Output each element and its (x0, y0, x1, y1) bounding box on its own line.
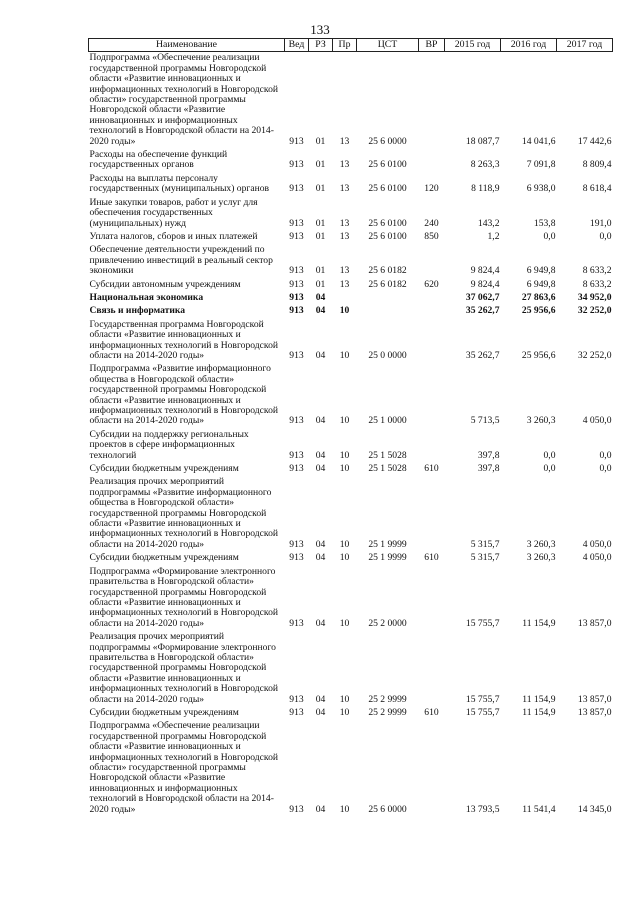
cell-ved: 913 (289, 265, 304, 277)
cell-name: Реализация прочих мероприятий подпрограммы «Развитие информационного общества в Новгородской области» государственной программы Новгородской области «Развитие инновационных и информационных технологий в Новгородской области на 2014-2020 годы» (89, 476, 279, 550)
table-body (89, 52, 613, 817)
cell-vr (419, 476, 445, 552)
cell-y2016: 3 260,3 (526, 538, 556, 550)
table-row (89, 552, 613, 565)
table-row (89, 476, 613, 552)
cell-name: Уплата налогов, сборов и иных платежей (89, 230, 258, 242)
cell-y2015: 143,2 (477, 217, 500, 229)
cell-y2015: 1,2 (487, 230, 500, 242)
cell-pr: 10 (339, 803, 350, 815)
cell-name: Субсидии на поддержку региональных проектов в сфере информационных технологий (89, 428, 249, 461)
cell-rz: 04 (315, 463, 326, 475)
cell-y2017: 13 857,0 (577, 693, 612, 705)
cell-y2017: 8 809,4 (582, 159, 612, 171)
cell-cst: 25 1 9999 (368, 538, 407, 550)
cell-y2017: 191,0 (589, 217, 612, 229)
cell-ved: 913 (289, 803, 304, 815)
cell-y2015: 5 713,5 (470, 415, 500, 427)
cell-ved: 913 (289, 230, 304, 242)
cell-ved: 913 (289, 159, 304, 171)
cell-y2017: 8 633,2 (582, 265, 612, 277)
cell-name: Субсидии бюджетным учреждениям (89, 706, 239, 718)
cell-y2017: 0,0 (599, 449, 612, 461)
cell-ved: 913 (289, 291, 304, 303)
cell-y2017: 0,0 (599, 230, 612, 242)
cell-ved: 913 (289, 538, 304, 550)
cell-cst: 25 1 5028 (368, 463, 407, 475)
cell-vr (419, 52, 445, 149)
cell-name: Субсидии бюджетным учреждениям (89, 552, 239, 564)
cell-y2016: 11 154,9 (522, 706, 556, 718)
cell-ved: 913 (289, 415, 304, 427)
cell-pr: 10 (339, 463, 350, 475)
cell-pr: 10 (339, 706, 350, 718)
cell-cst: 25 1 0000 (368, 415, 407, 427)
cell-cst: 25 2 9999 (368, 706, 407, 718)
cell-name: Подпрограмма «Обеспечение реализации государственной программы Новгородской области «Развитие инновационных и информационных технологий в Новгородской области» государственной программы Новгородской области «Развитие инновационных и информационных технологий в Новгородской области на 2014-2020 годы» (89, 720, 279, 815)
cell-y2016: 6 938,0 (526, 183, 556, 195)
table-row (89, 363, 613, 428)
cell-name: Реализация прочих мероприятий подпрограммы «Формирование электронного правительства в Новгородской области» государственной программы Новгородской области «Развитие инновационных и информационных технологий в Новгородской области на 2014-2020 годы» (89, 631, 279, 705)
cell-y2016: 25 956,6 (521, 349, 556, 361)
cell-rz: 04 (315, 706, 326, 718)
table-row (89, 173, 613, 197)
table-row (89, 463, 613, 476)
cell-y2016: 3 260,3 (526, 552, 556, 564)
cell-name: Обеспечение деятельности учреждений по привлечению инвестиций в реальный сектор экономики (89, 244, 273, 277)
cell-ved: 913 (289, 617, 304, 629)
cell-rz: 01 (315, 217, 326, 229)
table-row (89, 279, 613, 292)
cell-name: Подпрограмма «Формирование электронного правительства в Новгородской области» государственной программы Новгородской области «Развитие инновационных и информационных технологий в Новгородской области на 2014-2020 годы» (89, 565, 279, 629)
cell-ved: 913 (289, 693, 304, 705)
cell-vr: 610 (424, 552, 439, 564)
cell-rz: 01 (315, 265, 326, 277)
cell-cst: 25 2 9999 (368, 693, 407, 705)
table-row (89, 305, 613, 318)
cell-name: Субсидии бюджетным учреждениям (89, 463, 239, 475)
cell-name: Субсидии автономным учреждениям (89, 278, 241, 290)
cell-vr (419, 566, 445, 631)
cell-y2015: 37 062,7 (465, 291, 500, 303)
cell-y2016: 11 154,9 (522, 693, 556, 705)
cell-pr: 10 (339, 617, 350, 629)
cell-vr (419, 292, 445, 305)
cell-ved: 913 (289, 305, 304, 317)
cell-rz: 04 (315, 803, 326, 815)
cell-rz: 01 (315, 135, 326, 147)
cell-cst: 25 1 9999 (368, 552, 407, 564)
cell-y2017: 34 952,0 (577, 291, 612, 303)
cell-y2016: 6 949,8 (526, 278, 556, 290)
cell-vr: 120 (424, 183, 439, 195)
cell-rz: 04 (315, 552, 326, 564)
cell-pr: 13 (339, 183, 350, 195)
page-number: 133 (310, 22, 330, 37)
cell-pr: 10 (339, 449, 350, 461)
table-row (89, 319, 613, 364)
cell-ved: 913 (289, 706, 304, 718)
cell-y2015: 15 755,7 (465, 693, 500, 705)
table-row (89, 244, 613, 278)
cell-pr: 10 (339, 305, 350, 317)
header-ved: Вед (285, 39, 309, 52)
cell-y2016: 14 041,6 (521, 135, 556, 147)
cell-vr (419, 244, 445, 278)
cell-vr (419, 720, 445, 817)
cell-vr (419, 363, 445, 428)
cell-ved: 913 (289, 449, 304, 461)
cell-cst: 25 1 5028 (368, 449, 407, 461)
cell-rz: 04 (315, 449, 326, 461)
cell-vr (419, 305, 445, 318)
cell-y2016: 153,8 (533, 217, 556, 229)
cell-cst: 25 6 0182 (368, 265, 407, 277)
header-2015: 2015 год (445, 39, 501, 52)
cell-pr: 10 (339, 349, 350, 361)
cell-rz: 04 (315, 415, 326, 427)
header-rz: РЗ (309, 39, 333, 52)
cell-y2015: 5 315,7 (470, 552, 500, 564)
cell-rz: 01 (315, 230, 326, 242)
cell-vr: 610 (424, 706, 439, 718)
cell-cst: 25 6 0100 (368, 230, 407, 242)
cell-name: Иные закупки товаров, работ и услуг для обеспечения государственных (муниципальных) нужд (89, 196, 258, 229)
cell-y2016: 11 541,4 (522, 803, 556, 815)
cell-name: Связь и информатика (89, 305, 186, 317)
cell-y2015: 9 824,4 (470, 265, 500, 277)
header-2017: 2017 год (557, 39, 613, 52)
cell-ved: 913 (289, 183, 304, 195)
cell-cst: 25 6 0182 (368, 278, 407, 290)
cell-y2017: 32 252,0 (577, 305, 612, 317)
cell-y2017: 4 050,0 (582, 552, 612, 564)
cell-ved: 913 (289, 135, 304, 147)
header-cst: ЦСТ (357, 39, 419, 52)
cell-name: Расходы на выплаты персоналу государственных (муниципальных) органов (89, 172, 270, 195)
cell-rz: 04 (315, 538, 326, 550)
cell-y2016: 3 260,3 (526, 415, 556, 427)
table-row (89, 566, 613, 631)
cell-y2015: 13 793,5 (465, 803, 500, 815)
cell-rz: 01 (315, 278, 326, 290)
cell-cst: 25 6 0100 (368, 159, 407, 171)
cell-y2015: 35 262,7 (465, 305, 500, 317)
cell-pr: 10 (339, 538, 350, 550)
cell-cst (357, 292, 419, 305)
cell-ved: 913 (289, 463, 304, 475)
cell-pr (333, 292, 357, 305)
cell-vr (419, 319, 445, 364)
cell-name: Расходы на обеспечение функций государственных органов (89, 149, 228, 171)
table-row (89, 720, 613, 817)
cell-vr (419, 429, 445, 463)
cell-y2017: 8 633,2 (582, 278, 612, 290)
header-vr: ВР (419, 39, 445, 52)
cell-y2017: 0,0 (599, 463, 612, 475)
cell-ved: 913 (289, 552, 304, 564)
header-pr: Пр (333, 39, 357, 52)
cell-y2017: 32 252,0 (577, 349, 612, 361)
cell-vr: 620 (424, 278, 439, 290)
cell-pr: 13 (339, 135, 350, 147)
cell-ved: 913 (289, 349, 304, 361)
header-2016: 2016 год (501, 39, 557, 52)
header-row (89, 39, 613, 52)
cell-y2015: 9 824,4 (470, 278, 500, 290)
cell-cst: 25 6 0000 (368, 803, 407, 815)
cell-y2016: 0,0 (543, 230, 556, 242)
cell-name: Подпрограмма «Развитие информационного общества в Новгородской области» государственной программы Новгородской области «Развитие инновационных и информационных технологий в Новгородской области на 2014-2020 годы» (89, 363, 279, 427)
cell-cst: 25 2 0000 (368, 617, 407, 629)
cell-vr: 610 (424, 463, 439, 475)
cell-y2017: 13 857,0 (577, 617, 612, 629)
cell-cst: 25 6 0100 (368, 217, 407, 229)
cell-pr: 10 (339, 415, 350, 427)
cell-rz: 04 (315, 617, 326, 629)
table-row (89, 197, 613, 231)
cell-y2015: 5 315,7 (470, 538, 500, 550)
cell-name: Национальная экономика (89, 291, 204, 303)
cell-y2016: 11 154,9 (522, 617, 556, 629)
cell-y2017: 4 050,0 (582, 415, 612, 427)
cell-y2016: 0,0 (543, 463, 556, 475)
table-row (89, 52, 613, 149)
cell-y2016: 25 956,6 (521, 305, 556, 317)
cell-y2015: 8 118,9 (471, 183, 500, 195)
cell-y2015: 8 263,3 (470, 159, 500, 171)
cell-y2015: 35 262,7 (465, 349, 500, 361)
cell-pr: 10 (339, 693, 350, 705)
cell-y2015: 18 087,7 (465, 135, 500, 147)
cell-pr: 13 (339, 265, 350, 277)
header-name: Наименование (89, 39, 285, 52)
cell-vr: 850 (424, 230, 439, 242)
budget-table (88, 38, 613, 817)
table-row (89, 292, 613, 305)
cell-pr: 13 (339, 217, 350, 229)
table-row (89, 631, 613, 707)
table-header (89, 39, 613, 52)
cell-rz: 04 (315, 349, 326, 361)
cell-y2017: 8 618,4 (582, 183, 612, 195)
cell-ved: 913 (289, 278, 304, 290)
cell-rz: 04 (315, 291, 326, 303)
cell-y2015: 15 755,7 (465, 706, 500, 718)
table-row (89, 707, 613, 720)
cell-y2015: 15 755,7 (465, 617, 500, 629)
cell-y2015: 397,8 (477, 449, 500, 461)
cell-rz: 04 (315, 305, 326, 317)
cell-vr (419, 631, 445, 707)
cell-vr (419, 149, 445, 173)
cell-pr: 10 (339, 552, 350, 564)
cell-name: Подпрограмма «Обеспечение реализации государственной программы Новгородской области «Развитие инновационных и информационных технологий в Новгородской области» государственной программы Новгородской области «Развитие инновационных и информационных технологий в Новгородской области на 2014-2020 годы» (89, 52, 279, 147)
cell-cst (357, 305, 419, 318)
cell-y2016: 6 949,8 (526, 265, 556, 277)
cell-pr: 13 (339, 230, 350, 242)
cell-y2015: 397,8 (477, 463, 500, 475)
cell-name: Государственная программа Новгородской области «Развитие инновационных и информационных технологий в Новгородской области на 2014-2020 годы» (89, 318, 279, 361)
cell-y2017: 13 857,0 (577, 706, 612, 718)
cell-cst: 25 0 0000 (368, 349, 407, 361)
cell-pr: 13 (339, 159, 350, 171)
cell-y2016: 7 091,8 (526, 159, 556, 171)
cell-y2017: 4 050,0 (582, 538, 612, 550)
cell-y2017: 14 345,0 (577, 803, 612, 815)
table-row (89, 231, 613, 244)
cell-rz: 04 (315, 693, 326, 705)
cell-rz: 01 (315, 159, 326, 171)
cell-pr: 13 (339, 278, 350, 290)
cell-y2016: 27 863,6 (521, 291, 556, 303)
cell-ved: 913 (289, 217, 304, 229)
cell-rz: 01 (315, 183, 326, 195)
cell-cst: 25 6 0100 (368, 183, 407, 195)
table-row (89, 149, 613, 173)
cell-cst: 25 6 0000 (368, 135, 407, 147)
cell-vr: 240 (424, 217, 439, 229)
cell-y2017: 17 442,6 (577, 135, 612, 147)
cell-y2016: 0,0 (543, 449, 556, 461)
table-row (89, 429, 613, 463)
